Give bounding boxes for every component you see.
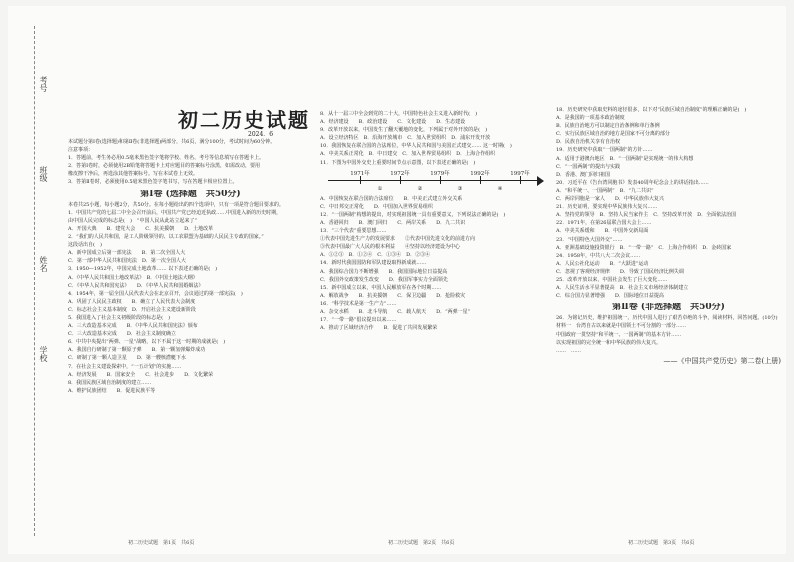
exam-date: 2024．6 — [248, 131, 274, 138]
question-line: A．维护民族团结 B．促进民族平等 — [68, 387, 156, 394]
intro-line: 2．答第Ⅰ卷时，必须使用2B铅笔将答题卡上对应题目的答案标号涂黑，如需改动，要用 — [68, 163, 261, 170]
question-line: A．“和平统一、一国两制” B．“九二共识” — [556, 187, 654, 194]
question-line: 20．习近平在《告台湾同胞书》发表40周年纪念会上的讲话指出…… — [556, 179, 709, 186]
question-line: C．“一国两制”的提出与实践 — [556, 163, 620, 170]
question-line: C．两岸同胞是一家人 D．中华民族伟大复兴 — [556, 196, 664, 203]
question-line: A．推动了区域经济合作 B．促进了共同发展繁荣 — [320, 325, 438, 332]
timeline-segment: ④ — [497, 185, 503, 192]
timeline-year: 1979年 — [430, 170, 450, 177]
question-line: 8．从十一届三中全会到党的二十大，中国特色社会主义进入新时代( ) — [320, 111, 478, 117]
question-line: 由中国人民完成的标志是( ) “中国人民从此站立起来了” — [68, 217, 198, 224]
timeline-year: 1972年 — [390, 170, 410, 177]
question-line: A．亚洲基础设施投资银行 B．“一带一路” C．上海合作组织 D．金砖国家 — [556, 244, 732, 251]
material-source: ——《中国共产党历史》第二卷(上册) — [663, 356, 781, 365]
question-line: D．香港、澳门回归祖国 — [556, 171, 611, 178]
question-line: A．设立经济特区 B．沿海开放城市 C．加入世贸组织 D．浦东开发开放 — [320, 135, 491, 142]
question-line: 25．改革开放以来，中国社会发生了巨大变化…… — [556, 276, 668, 283]
question-line: A．我国综合国力不断增强 B．我国国际地位日益提高 — [320, 268, 448, 275]
timeline-figure — [320, 170, 552, 192]
question-line: 7．在社会主义建设探索中，“一五计划”的实施…… — [68, 363, 182, 370]
question-line: A．中美关系缓和 B．中国外交新局面 — [556, 228, 649, 235]
question-line: 19．历史研究中获取“一国两制”的方针…… — [556, 147, 653, 154]
question-line: 23．“中国特色大国外交”…… — [556, 236, 623, 243]
question-line: A．中美关系正常化 B．中日建交 C．加入世界贸易组织 D．上海合作组织 — [320, 151, 496, 158]
question-line: 16．“科学技术是第一生产力”…… — [320, 300, 397, 307]
question-line: A．中国恢复在联合国的合法席位 B．中美正式建立外交关系 — [320, 195, 463, 202]
question-line: C．三大改造基本完成 D．社会主义制度确立 — [68, 331, 176, 338]
question-line: B．民族自治地方可以制定自治条例和单行条例 — [556, 123, 660, 130]
question-line: 12．“一国两制”构想的提出，对实现祖国统一具有重要意义，下列说法正确的是( ) — [320, 211, 506, 218]
intro-line: 注意事项： — [68, 147, 94, 154]
question-line: C．标志社会主义基本制度 D．开启社会主义建设新阶段 — [68, 306, 196, 313]
question-line: C．中日邦交正常化 D．中国加入世界贸易组织 — [320, 203, 433, 210]
intro-line: 本试题分第Ⅰ卷(选择题)和第Ⅱ卷(非选择题)两部分，共6页，满分100分，考试时间为60分钟。 — [68, 139, 276, 145]
question-line: 22．1971年，在第26届联合国大会上…… — [556, 220, 652, 227]
question-line: A．开国大典 B．建党大会 C．抗美援朝 D．土地改革 — [68, 225, 214, 232]
question-line: C．忽视了客观经济规律 D．导致了国民经济比例失调 — [556, 268, 684, 275]
question-line: 5．我国进入了社会主义初级阶段的标志是( ) — [68, 314, 171, 321]
question-line: A．适用于港澳台地区 B．“一国两制”是实现统一的伟大构想 — [556, 155, 694, 162]
question-line: A．①②③ B．①②④ C．①③④ D．②③④ — [320, 252, 431, 259]
question-line: C．第一部中华人民共和国宪法 D．第一次全国人大 — [68, 258, 186, 265]
timeline-segment: ② — [417, 185, 423, 192]
question-line: 18．历史研究中获取史料的途径很多，以下对“民族区域自治制度”的理解正确的是( ) — [556, 107, 747, 113]
question-line: A．解放战争 B．抗美援朝 C．保卫边疆 D．抢险救灾 — [320, 292, 466, 299]
question-line: C．我国外交政策发生改变 D．我国军事实力全面领先 — [320, 276, 448, 283]
exam-sheet — [8, 6, 786, 554]
page-column-1 — [68, 138, 313, 395]
question-line: 本卷共25小题，每小题2分，共50分。在每小题给出的四个选项中，只有一项是符合题目要求的。 — [68, 201, 284, 208]
question-line: 21．历史证明，要实现中华民族伟大复兴…… — [556, 204, 658, 211]
page-footer-3: 初二历史试题 第3页 共6页 — [628, 540, 695, 546]
question-line: A．巩固了人民民主政权 B．确立了人民代表大会制度 — [68, 298, 196, 305]
timeline-arrow-icon — [537, 176, 544, 186]
question-line: 9．改革开放以来，中国发生了翻天覆地的变化，下列属于对外开放的是( ) — [320, 127, 488, 134]
question-line: A．经济建设 B．政治建设 C．文化建设 D．生态建设 — [320, 119, 466, 126]
margin-seat-label: 考号 — [39, 76, 48, 92]
question-line: 17．“一带一路”倡议提出以来…… — [320, 317, 397, 324]
question-line: 10．我国恢复在联合国的合法席位，中华人民共和国与美国正式建交…… 这一时期( ) — [320, 143, 512, 150]
question-line: C．实行民族区域自治的地方是国家不可分离的部分 — [556, 131, 670, 138]
material-line: 26．为铭记历史，维护祖国统一，历代中国人进行了艰苦卓绝的斗争，阅读材料，回答问题。(10分) — [556, 315, 778, 322]
binding-line — [34, 26, 35, 536]
margin-school-label: 学校 — [39, 346, 48, 362]
question-line: A．我国自行研制了第一颗原子弹 B．第一颗氢弹爆炸成功 — [68, 347, 206, 354]
intro-line: 3．答第Ⅱ卷时，必须使用0.5毫米黑色签字笔书写，写在答题卡相应位置上。 — [68, 179, 238, 186]
question-line: 4．1954年，第一届全国人民代表大会在北京召开，会议通过的第一部宪法( ) — [68, 290, 243, 297]
question-line: A．人民生活水平显著提高 B．社会主义市场经济体制建立 — [556, 285, 689, 292]
page-column-3 — [556, 106, 781, 365]
question-line: 11．下图为中国外交史上重要时间节点示意图，以下表述正确的是( ) — [320, 159, 476, 166]
question-line: A．经济发展 B．国家安全 C．社会进步 D．文化繁荣 — [68, 371, 214, 378]
exam-title: 初二历史试题 — [178, 108, 310, 132]
timeline-segment: ① — [377, 185, 383, 192]
question-line: A．三大改造基本完成 B．《中华人民共和国宪法》颁布 — [68, 323, 198, 330]
question-line: C．《中华人民共和国宪法》 D．《中华人民共和国婚姻法》 — [68, 282, 204, 289]
question-line: 8．我国民族区域自治制度的建立…… — [68, 379, 152, 386]
question-line: 2．“我们的人民共和国，是工人阶级领导的、以工农联盟为基础的人民民主专政的国家。” — [68, 234, 264, 241]
timeline-segment: ③ — [457, 185, 463, 192]
question-line: C．研制了第一颗人造卫星 D．第一艘核潜艇下水 — [68, 355, 186, 362]
question-line: 3．1950—1952年，中国完成土地改革…… 以下表述正确的是( ) — [68, 266, 218, 273]
material-line: 以实现祖国的完全统一和中华民族的伟大复兴。 — [556, 339, 662, 346]
page-footer-2: 初二历史试题 第2页 共6页 — [388, 540, 455, 546]
question-line: A．新中国成立后第一部宪法 B．第二次全国人大 — [68, 250, 186, 257]
material-line: 材料一 台湾自古以来就是中国领土不可分割的一部分…… — [556, 323, 687, 330]
material-line: …… …… — [556, 347, 582, 354]
timeline-year: 1992年 — [470, 170, 490, 177]
timeline-year: 1997年 — [510, 170, 530, 177]
question-line: 24．1958年，中共八大二次会议…… — [556, 252, 641, 259]
timeline-year: 1971年 — [350, 170, 370, 177]
question-line: D．民族自治机关享有自治权 — [556, 139, 621, 146]
question-line: A．人民公社化运动 B．“大跃进”运动 — [556, 260, 649, 267]
margin-class-label: 班级 — [39, 166, 48, 182]
question-line: ①代表中国先进生产力的发展要求 ②代表中国先进文化的前进方向 — [320, 236, 476, 243]
section-heading-2: 第Ⅱ卷 (非选择题 共50分) — [612, 303, 725, 312]
intro-line: 1．答题前，考生务必用0.5毫米黑色签字笔将学校、姓名、考号等信息填写在答题卡上。 — [68, 155, 265, 162]
question-line: A．是我国的一项基本政治制度 — [556, 115, 625, 122]
section-heading-1: 第Ⅰ卷 (选择题 共50分) — [140, 189, 241, 198]
question-line: 6．中共中央提出“两弹、一星”战略，以下不属于这一时期的成就是( ) — [68, 339, 226, 346]
question-line: A．《中华人民共和国土地改革法》 B．《中国土地法大纲》 — [68, 274, 198, 281]
question-line: 这段话出自( ) — [68, 242, 102, 249]
question-line: 15．新中国成立以来，中国人民解放军在各个时期…… — [320, 284, 442, 291]
page-footer-1: 初二历史试题 第1页 共6页 — [128, 540, 195, 546]
page-column-2 — [320, 110, 552, 332]
question-line: A．杂交水稻 B．北斗导航 C．载人航天 D．“两弹一星” — [320, 308, 471, 315]
material-line: 中国政府一贯坚持“和平统一、一国两制”的基本方针…… — [556, 331, 682, 338]
question-line: A．香港回归 B．澳门回归 C．两岸关系 D．九二共识 — [320, 219, 466, 226]
question-line: A．坚持党的领导 B．坚持人民当家作主 C．坚持改革开放 D．全面依法治国 — [556, 212, 737, 219]
margin-name-label: 姓名 — [39, 256, 48, 272]
question-line: 1．中国共产党的七届二中全会召开前后，中国共产党已经迫近执政……中国进入新的历史时期， — [68, 209, 282, 216]
question-line: C．综合国力显著增强 D．国际地位日益提高 — [556, 293, 664, 300]
question-line: ③代表中国最广大人民的根本利益 ④坚持以经济建设为中心 — [320, 244, 461, 251]
question-line: 13．“三个代表”重要思想…… — [320, 228, 387, 235]
intro-line: 橡皮擦干净后，再选涂其他答案标号。写在本试卷上无效。 — [68, 171, 199, 178]
question-line: 14．新时代我国国防和军队建设取得新成就…… — [320, 260, 427, 267]
binding-margin — [8, 6, 58, 554]
